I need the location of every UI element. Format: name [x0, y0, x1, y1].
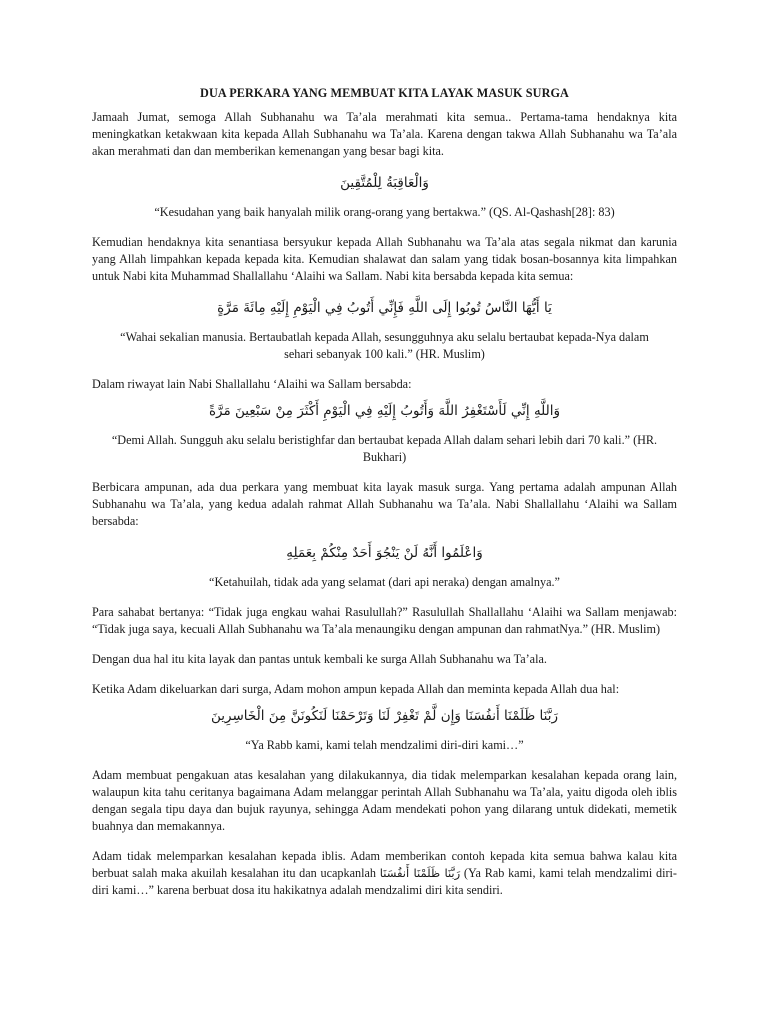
arabic-hadith-2: وَاللَّهِ إِنِّي لَأَسْتَغْفِرُ اللَّهَ وَأَتُوبُ إِلَيْهِ فِي الْيَوْمِ أَكْثَرَ مِنْ سَبْعِينَ مَرَّةً [208, 403, 561, 419]
translation-quote-2: “Wahai sekalian manusia. Bertaubatlah kepada Allah, sesungguhnya aku selalu bertaubat kepada-Nya dalam sehari sebanyak 100 kali.” (HR. Muslim) [120, 330, 649, 361]
translation-quote-4: “Ketahuilah, tidak ada yang selamat (dari api neraka) dengan amalnya.” [209, 575, 560, 589]
translation-quote-5: “Ya Rabb kami, kami telah mendzalimi diri-diri kami…” [245, 738, 524, 752]
paragraph-gratitude: Kemudian hendaknya kita senantiasa bersyukur kepada Allah Subhanahu wa Ta’ala atas segala nikmat dan karunia yang Allah limpahkan kepada kepada kita. Kemudian shalawat dan salam yang tidak bosan-bosannya kita limpahkan untuk Nabi kita Muhammad Shallallahu ‘Alaihi wa Sallam. Nabi kita bersabda kepada kita semua: [92, 235, 677, 283]
arabic-verse-1: وَالْعَاقِبَةُ لِلْمُتَّقِينَ [340, 175, 429, 191]
inline-arabic-phrase: رَبَّنَا ظَلَمْنَا أَنفُسَنَا [379, 866, 461, 880]
paragraph-adam-example-end: (Ya Rab kami, kami telah mendzalimi diri-diri kami…” karena berbuat dosa itu hakikatnya adalah mendzalimi diri kita sendiri. [92, 866, 677, 897]
arabic-hadith-1: يَا أَيُّهَا النَّاسُ تُوبُوا إِلَى اللَّهِ فَإِنِّي أَتُوبُ فِي الْيَوْمِ إِلَيْهِ مِائَةَ مَرَّةٍ [217, 300, 552, 316]
translation-quote-3: “Demi Allah. Sungguh aku selalu beristighfar dan bertaubat kepada Allah dalam sehari lebih dari 70 kali.” (HR. Bukhari) [111, 433, 658, 464]
translation-quote-1: “Kesudahan yang baik hanyalah milik orang-orang yang bertakwa.” (QS. Al-Qashash[28]: 83) [154, 205, 615, 219]
paragraph-companions: Para sahabat bertanya: “Tidak juga engkau wahai Rasulullah?” Rasulullah Shallallahu ‘Alaihi wa Sallam menjawab: “Tidak juga saya, kecuali Allah Subhanahu wa Ta’ala menaungiku dengan ampunan dan rahmatNya.” (HR. Muslim) [92, 605, 677, 636]
paragraph-adam-example-start: Adam tidak melemparkan kesalahan kepada iblis. Adam memberikan contoh kepada kita semua bahwa kalau kita berbuat salah maka akuilah kesalahan itu dan ucapkanlah [92, 849, 677, 880]
paragraph-adam-confession: Adam membuat pengakuan atas kesalahan yang dilakukannya, dia tidak melemparkan kesalahan kepada orang lain, walaupun kita tahu ceritanya bagaimana Adam melanggar perintah Allah Subhanahu wa Ta’ala, yaitu digoda oleh iblis dengan segala tipu daya dan bujuk rayunya, sehingga Adam mendekati pohon yang dilarang untuk didekati, memetik buahnya dan memakannya. [92, 768, 677, 833]
paragraph-other-narration: Dalam riwayat lain Nabi Shallallahu ‘Alaihi wa Sallam bersabda: [92, 377, 412, 391]
paragraph-adam-example [92, 848, 677, 899]
paragraph-opening: Jamaah Jumat, semoga Allah Subhanahu wa Ta’ala merahmati kita semua.. Pertama-tama hendaknya kita meningkatkan ketakwaan kita kepada Allah Subhanahu wa Ta’ala. Karena dengan takwa Allah Subhanahu wa Ta’ala akan merahmati dan dan memberikan kemenangan yang besar bagi kita. [92, 110, 677, 158]
arabic-verse-2: رَبَّنَا ظَلَمْنَا أَنفُسَنَا وَإِن لَّمْ تَغْفِرْ لَنَا وَتَرْحَمْنَا لَنَكُونَنَّ مِنَ الْخَاسِرِينَ [211, 708, 558, 724]
paragraph-adam-expelled: Ketika Adam dikeluarkan dari surga, Adam mohon ampun kepada Allah dan meminta kepada Allah dua hal: [92, 682, 620, 696]
paragraph-two-things: Dengan dua hal itu kita layak dan pantas untuk kembali ke surga Allah Subhanahu wa Ta’ala. [92, 652, 547, 666]
arabic-hadith-3: وَاعْلَمُوا أَنَّهُ لَنْ يَنْجُوَ أَحَدٌ مِنْكُمْ بِعَمَلِهِ [286, 545, 483, 561]
paragraph-forgiveness: Berbicara ampunan, ada dua perkara yang membuat kita layak masuk surga. Yang pertama adalah ampunan Allah Subhanahu wa Ta’ala, yang kedua adalah rahmat Allah Subhanahu wa Ta’ala. Nabi Shallallahu ‘Alaihi wa Sallam bersabda: [92, 480, 677, 528]
document-title: DUA PERKARA YANG MEMBUAT KITA LAYAK MASUK SURGA [200, 86, 569, 100]
